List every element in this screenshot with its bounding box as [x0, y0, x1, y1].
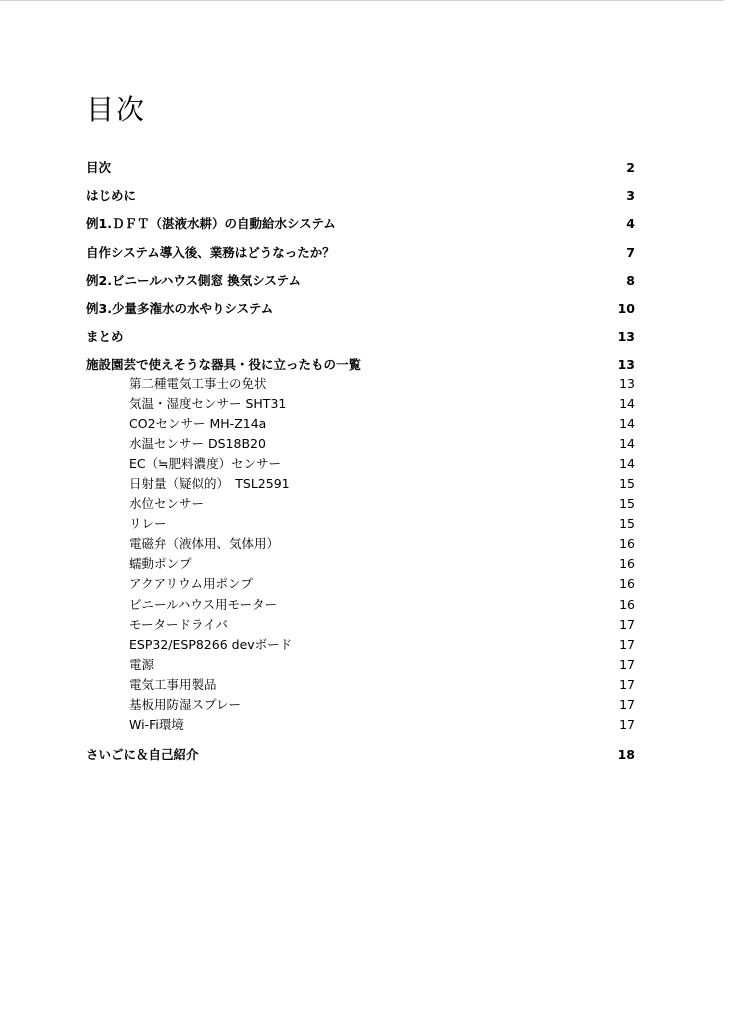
- toc-subentry[interactable]: [86, 454, 635, 474]
- toc-subentry[interactable]: [86, 554, 635, 574]
- toc-subentry[interactable]: [86, 655, 635, 675]
- toc-entry[interactable]: [86, 325, 635, 353]
- toc-entry-page: 3: [626, 188, 635, 204]
- toc-entry-page: 13: [617, 329, 635, 345]
- toc-subentry-page: 16: [619, 536, 635, 552]
- toc-subentry-title: Wi-Fi環境: [129, 717, 184, 733]
- toc-subentry-page: 17: [619, 697, 635, 712]
- toc-subentry[interactable]: [86, 374, 635, 394]
- toc-subentry-page: 14: [619, 455, 635, 471]
- toc-subentry-title: EC（≒肥料濃度）センサー: [129, 455, 282, 471]
- toc-subentry-page: 17: [619, 717, 635, 733]
- toc-entry-page: 18: [617, 747, 635, 763]
- toc-entry[interactable]: [86, 212, 635, 240]
- toc-subentry-page: 17: [619, 676, 635, 692]
- toc-entry-title: はじめに: [86, 188, 137, 204]
- toc-subentry-title: モータードライバ: [129, 616, 228, 632]
- toc-entry[interactable]: [86, 156, 635, 184]
- toc-entry[interactable]: [86, 743, 635, 771]
- toc-entry-title: さいごに＆自己紹介: [86, 747, 199, 763]
- toc-entry-title: 自作システム導入後、業務はどうなったか？: [86, 244, 335, 260]
- toc-subentry-page: 15: [619, 475, 635, 491]
- toc-subentry-page: 16: [619, 556, 635, 572]
- toc-entry[interactable]: [86, 297, 635, 325]
- toc-subentry[interactable]: [86, 615, 635, 635]
- page-title: 目次: [86, 93, 147, 126]
- toc-entry[interactable]: [86, 241, 635, 269]
- toc-subentry-title: 電磁弁（液体用、気体用）: [129, 536, 280, 552]
- toc-subentry-title: リレー: [129, 516, 167, 532]
- toc-subentry[interactable]: [86, 414, 635, 434]
- toc-entry[interactable]: [86, 269, 635, 297]
- toc-entry-page: 4: [626, 216, 635, 232]
- toc-subentry-page: 17: [619, 616, 635, 632]
- toc-subentry[interactable]: [86, 514, 635, 534]
- toc-subentry-title: CO2センサー MH-Z14a: [129, 415, 267, 431]
- toc-subentry-page: 14: [619, 415, 635, 431]
- toc-subentry[interactable]: [86, 595, 635, 615]
- toc-subentry-title: 電気工事用製品: [129, 676, 217, 692]
- toc-entry-page: 10: [617, 300, 635, 316]
- toc-subentry[interactable]: [86, 474, 635, 494]
- toc-entry-page: 2: [626, 160, 635, 175]
- toc-subentry[interactable]: [86, 675, 635, 695]
- toc-entry-title: 目次: [86, 160, 112, 175]
- toc-subentry[interactable]: [86, 394, 635, 414]
- toc-subentry-page: 17: [619, 656, 635, 672]
- toc-subentry-page: 14: [619, 395, 635, 411]
- toc-entry-title: 例3.少量多潅水の水やりシステム: [86, 300, 274, 316]
- toc-subentry-title: 日射量（疑似的） TSL2591: [129, 475, 290, 491]
- toc-subentry-page: 15: [619, 516, 635, 532]
- toc-subentry[interactable]: [86, 574, 635, 594]
- toc-subentry-page: 16: [619, 596, 635, 612]
- toc-subentry-title: 水位センサー: [129, 496, 205, 512]
- toc-subentry-title: アクアリウム用ポンプ: [129, 576, 254, 592]
- toc-subentry-page: 17: [619, 636, 635, 652]
- table-of-contents: [86, 156, 635, 771]
- toc-entry-title: 例2.ビニールハウス側窓 換気システム: [86, 272, 302, 288]
- toc-subentry-title: 電源: [129, 656, 155, 672]
- toc-subentry-title: 気温・湿度センサー SHT31: [129, 395, 287, 411]
- toc-entry-page: 13: [617, 357, 635, 373]
- toc-subentry[interactable]: [86, 635, 635, 655]
- toc-subentry-page: 16: [619, 576, 635, 592]
- toc-subentry-title: 蠕動ポンプ: [129, 556, 192, 572]
- toc-subentry-page: 15: [619, 496, 635, 512]
- toc-subentry-page: 13: [619, 375, 635, 391]
- toc-subentry-title: 第二種電気工事士の免状: [129, 375, 267, 391]
- toc-subentry[interactable]: [86, 695, 635, 715]
- toc-subentry[interactable]: [86, 715, 635, 735]
- toc-entry-page: 7: [626, 244, 635, 260]
- toc-entry-page: 8: [626, 272, 635, 288]
- toc-subentry-title: ESP32/ESP8266 devボード: [129, 636, 293, 652]
- toc-subentry[interactable]: [86, 434, 635, 454]
- toc-entry-title: 施設園芸で使えそうな器具・役に立ったもの一覧: [86, 357, 362, 373]
- toc-subentry[interactable]: [86, 534, 635, 554]
- toc-subentry-page: 14: [619, 435, 635, 451]
- toc-subentry-title: ビニールハウス用モーター: [129, 596, 278, 612]
- toc-entry[interactable]: [86, 184, 635, 212]
- toc-subentry[interactable]: [86, 494, 635, 514]
- toc-entry-title: 例1.ＤＦＴ（湛液水耕）の自動給水システム: [86, 216, 336, 232]
- toc-subentry-title: 基板用防湿スプレー: [129, 697, 242, 712]
- toc-entry-title: まとめ: [86, 329, 124, 345]
- toc-subentry-title: 水温センサー DS18B20: [129, 435, 266, 451]
